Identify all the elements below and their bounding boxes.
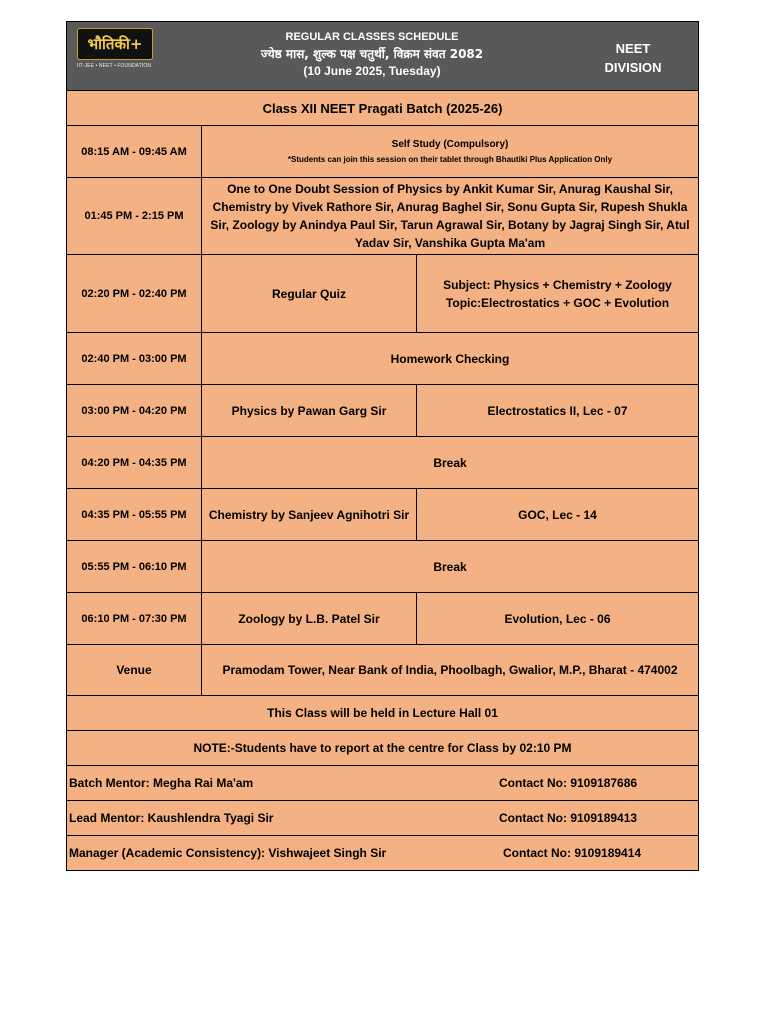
contact-number: Contact No: 9109189414 (503, 846, 642, 860)
self-study-note: *Students can join this session on their tablet through Bhautiki Plus Application Only (287, 154, 613, 164)
time-cell: 06:10 PM - 07:30 PM (67, 593, 202, 644)
schedule-header (66, 21, 699, 91)
batch-title-row (66, 91, 699, 126)
venue-label: Venue (67, 645, 202, 695)
division-line-2: DIVISION (604, 60, 662, 75)
logo-mark: भौतिकी+ (77, 28, 153, 60)
physics-teacher: Physics by Pawan Garg Sir (202, 385, 417, 436)
report-note: NOTE:-Students have to report at the centre for Class by 02:10 PM (193, 741, 572, 755)
quiz-subject: Subject: Physics + Chemistry + Zoology (443, 277, 672, 292)
contact-row (66, 766, 699, 801)
division-label (598, 39, 668, 77)
zoology-topic: Evolution, Lec - 06 (504, 611, 611, 626)
contact-row (66, 836, 699, 871)
quiz-details (417, 255, 698, 332)
schedule-row-physics (66, 385, 699, 437)
hall-note-row (66, 696, 699, 731)
contact-role: Batch Mentor: Megha Rai Ma'am (69, 776, 254, 790)
venue-row (66, 645, 699, 696)
schedule-row-self-study (66, 126, 699, 178)
time-cell: 04:35 PM - 05:55 PM (67, 489, 202, 540)
quiz-title: Regular Quiz (202, 255, 417, 332)
break-text: Break (433, 559, 467, 574)
contact-role: Lead Mentor: Kaushlendra Tyagi Sir (69, 811, 274, 825)
chemistry-topic: GOC, Lec - 14 (518, 507, 597, 522)
schedule-title: REGULAR CLASSES SCHEDULE (285, 31, 459, 43)
time-cell: 02:40 PM - 03:00 PM (67, 333, 202, 384)
contact-number: Contact No: 9109189413 (499, 811, 638, 825)
self-study-title: Self Study (Compulsory) (391, 138, 509, 150)
chemistry-teacher: Chemistry by Sanjeev Agnihotri Sir (202, 489, 417, 540)
homework-text: Homework Checking (390, 351, 510, 366)
break-text: Break (433, 455, 467, 470)
header-title-block (207, 29, 537, 80)
division-line-1: NEET (615, 41, 651, 56)
schedule-row-homework (66, 333, 699, 385)
schedule-row-zoology (66, 593, 699, 645)
schedule-row-doubt (66, 178, 699, 255)
contact-role: Manager (Academic Consistency): Vishwajeet Singh Sir (69, 846, 387, 860)
schedule-row-break-2 (66, 541, 699, 593)
hindi-date: ज्येष्ठ मास, शुल्क पक्ष चतुर्थी, विक्रम संवत 2082 (260, 47, 484, 61)
schedule-row-quiz (66, 255, 699, 333)
time-cell: 04:20 PM - 04:35 PM (67, 437, 202, 488)
schedule-date: (10 June 2025, Tuesday) (303, 64, 441, 78)
quiz-topic: Topic:Electrostatics + GOC + Evolution (445, 295, 670, 310)
time-cell: 01:45 PM - 2:15 PM (67, 178, 202, 254)
physics-topic: Electrostatics II, Lec - 07 (487, 403, 628, 418)
batch-title: Class XII NEET Pragati Batch (2025-26) (262, 100, 503, 116)
time-cell: 08:15 AM - 09:45 AM (67, 126, 202, 177)
self-study-cell (202, 126, 698, 177)
schedule-sheet (66, 21, 699, 871)
brand-logo (77, 28, 157, 68)
report-note-row (66, 731, 699, 766)
schedule-row-break-1 (66, 437, 699, 489)
logo-tagline: IIT-JEE • NEET • FOUNDATION (77, 63, 152, 69)
zoology-teacher: Zoology by L.B. Patel Sir (202, 593, 417, 644)
contact-row (66, 801, 699, 836)
time-cell: 05:55 PM - 06:10 PM (67, 541, 202, 592)
hall-note: This Class will be held in Lecture Hall 01 (267, 706, 498, 720)
time-cell: 02:20 PM - 02:40 PM (67, 255, 202, 332)
venue-address: Pramodam Tower, Near Bank of India, Phoolbagh, Gwalior, M.P., Bharat - 474002 (222, 663, 678, 677)
contact-number: Contact No: 9109187686 (499, 776, 638, 790)
doubt-session-text: One to One Doubt Session of Physics by Ankit Kumar Sir, Anurag Kaushal Sir, Chemistry by Vivek Rathore Sir, Anurag Baghel Sir, Sonu Gupta Sir, Rupesh Shukla Sir, Zoology by Anindya Paul Sir, Tarun Agrawal Sir, Botany by Jagraj Singh Sir, Atul Yadav Sir, Vanshika Gupta Ma'am (210, 182, 690, 250)
time-cell: 03:00 PM - 04:20 PM (67, 385, 202, 436)
schedule-row-chemistry (66, 489, 699, 541)
